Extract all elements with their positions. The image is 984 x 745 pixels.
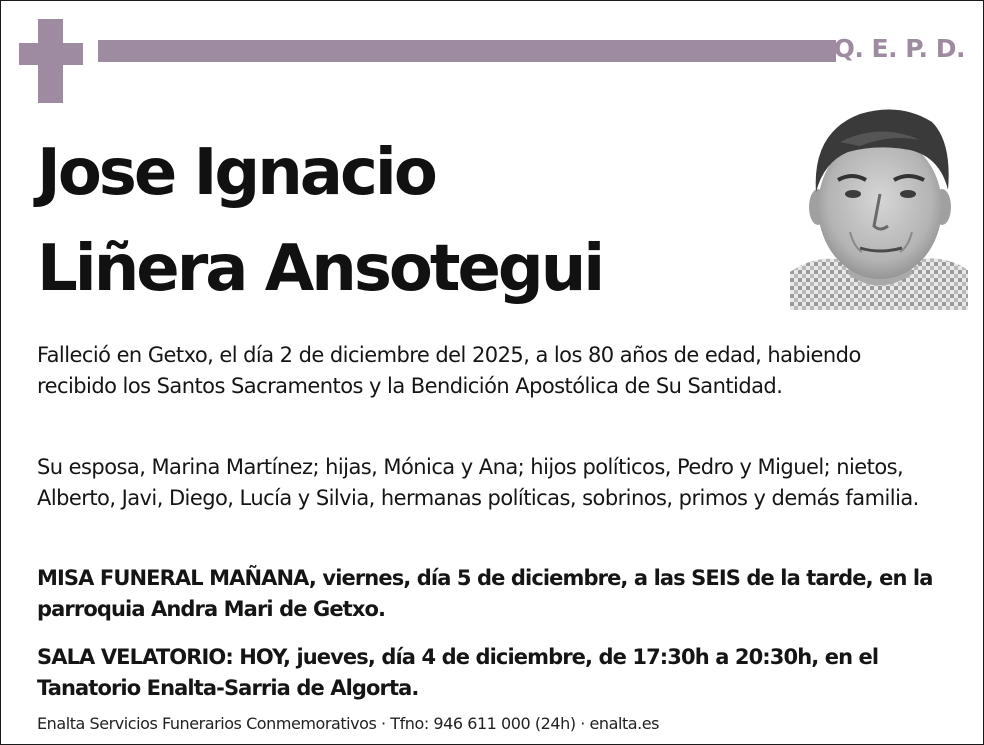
deceased-name-line-2: Liñera Ansotegui [37,232,603,306]
funeral-mass-text: MISA FUNERAL MAÑANA, viernes, día 5 de diciembre, a las SEIS de la tarde, en la parroquia Andra Mari de Getxo. [37,566,933,621]
family-text: Su esposa, Marina Martínez; hijas, Mónica y Ana; hijos políticos, Pedro y Miguel; nietos, Alberto, Javi, Diego, Lucía y Silvia, hermanas políticas, sobrinos, primos y demás familia. [37,455,919,510]
deceased-name-line-1: Jose Ignacio [37,136,435,210]
footer-contact: Enalta Servicios Funerarios Conmemorativos · Tfno: 946 611 000 (24h) · enalta.es [37,714,660,733]
death-notice-text: Falleció en Getxo, el día 2 de diciembre del 2025, a los 80 años de edad, habiendo recibido los Santos Sacramentos y la Bendición Apostólica de Su Santidad. [37,343,861,398]
header-bar [98,40,836,62]
cross-icon [19,19,83,103]
wake-text: SALA VELATORIO: HOY, jueves, día 4 de diciembre, de 17:30h a 20:30h, en el Tanatorio Enalta-Sarria de Algorta. [37,645,879,700]
portrait-photo [790,102,968,310]
qepd-label: Q. E. P. D. [833,34,965,63]
